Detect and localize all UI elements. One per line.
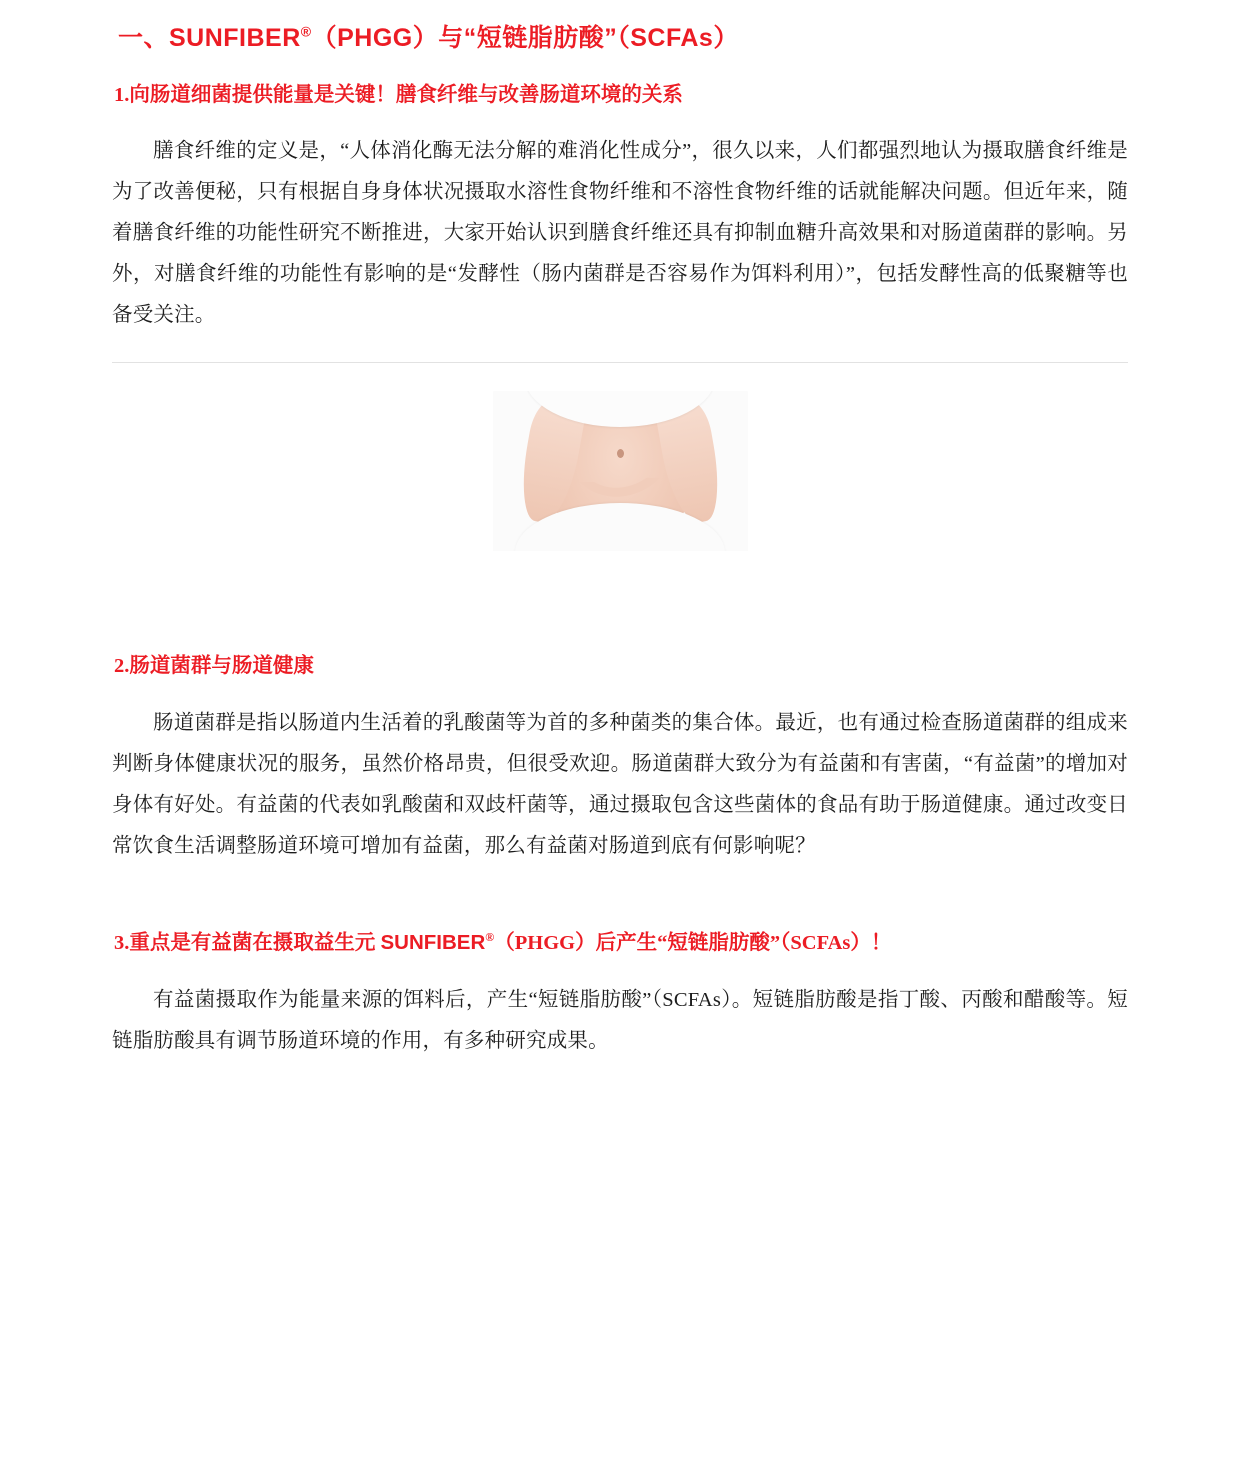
section-spacer bbox=[112, 873, 1128, 929]
section-1-heading: 1.向肠道细菌提供能量是关键！膳食纤维与改善肠道环境的关系 bbox=[114, 83, 683, 106]
section-2-paragraph: 肠道菌群是指以肠道内生活着的乳酸菌等为首的多种菌类的集合体。最近，也有通过检查肠道菌群的组成来判断身体健康状况的服务，虽然价格昂贵，但很受欢迎。肠道菌群大致分为有益菌和有害菌，“有益菌”的增加对身体有好处。有益菌的代表如乳酸菌和双歧杆菌等，通过摄取包含这些菌体的食品有助于肠道健康。通过改变日常饮食生活调整肠道环境可增加有益菌，那么有益菌对肠道到底有何影响呢？ bbox=[112, 711, 1128, 857]
divider bbox=[112, 362, 1128, 363]
belly-heart-hands-image bbox=[493, 391, 748, 551]
section-2-heading: 2.肠道菌群与肠道健康 bbox=[114, 655, 314, 678]
section-3-paragraph: 有益菌摄取作为能量来源的饵料后，产生“短链脂肪酸”（SCFAs）。短链脂肪酸是指丁酸、丙酸和醋酸等。短链脂肪酸具有调节肠道环境的作用，有多种研究成果。 bbox=[112, 988, 1128, 1052]
section-3-brand: SUNFIBER bbox=[380, 930, 486, 954]
figure-belly-heart-hands bbox=[112, 391, 1128, 556]
page-title-prefix: 一、SUNFIBER bbox=[118, 24, 301, 52]
section-3-heading bbox=[114, 929, 1128, 958]
page-title-suffix: （PHGG）与“短链脂肪酸”（SCFAs） bbox=[311, 24, 739, 52]
section-1-paragraph: 膳食纤维的定义是，“人体消化酶无法分解的难消化性成分”，很久以来，人们都强烈地认为摄取膳食纤维是为了改善便秘，只有根据自身身体状况摄取水溶性食物纤维和不溶性食物纤维的话就能解决问题。但近年来，随着膳食纤维的功能性研究不断推进，大家开始认识到膳食纤维还具有抑制血糖升高效果和对肠道菌群的影响。另外，对膳食纤维的功能性有影响的是“发酵性（肠内菌群是否容易作为饵料利用）”，包括发酵性高的低聚糖等也备受关注。 bbox=[112, 140, 1128, 327]
registered-mark-icon: ® bbox=[485, 930, 495, 945]
registered-mark-icon: ® bbox=[300, 23, 312, 40]
page-title bbox=[118, 22, 1128, 55]
section-3-heading-tail: （PHGG）后产生“短链脂肪酸”（SCFAs）！ bbox=[494, 931, 892, 954]
section-3-heading-lead: 3.重点是有益菌在摄取益生元 bbox=[114, 931, 381, 954]
